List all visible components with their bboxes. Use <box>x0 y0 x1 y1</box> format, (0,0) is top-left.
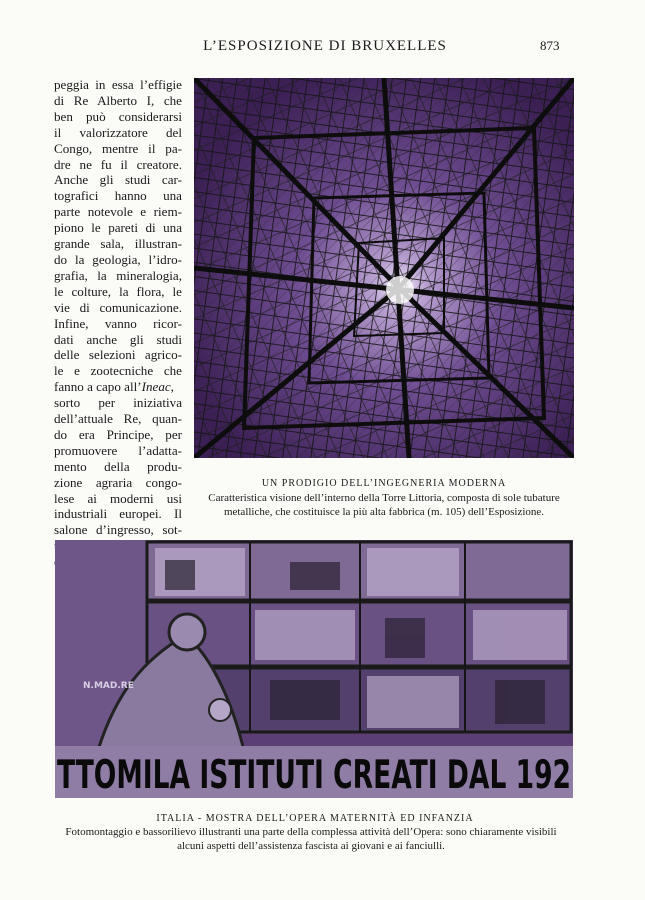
text-line: il valorizzatore del <box>54 124 182 140</box>
small-panel-label: N.MAD.RE <box>83 681 134 691</box>
text-line: grafia, la mineralogia, <box>54 267 182 283</box>
text-line: sorto per iniziativa <box>54 395 182 411</box>
banner-text: TTOMILA ISTITUTI CREATI DAL 192 <box>57 753 571 798</box>
figure-top-caption-title: UN PRODIGIO DELL’INGEGNERIA MODERNA <box>261 478 507 489</box>
text-line: delle selezioni agrico- <box>54 347 182 363</box>
text-line: do era Principe, per <box>54 426 182 442</box>
text-line: ben può considerarsi <box>54 108 182 124</box>
text-line: zione agraria congo- <box>54 474 182 490</box>
tower-lattice-image <box>194 78 574 458</box>
exhibit-photo <box>55 540 573 798</box>
figure-top-caption-text: Caratteristica visione dell’interno della Torre Littoria, composta di sole tubature metalliche, che costituisce la più alta fabbrica (m. 105) dell’Esposizione. <box>208 492 560 518</box>
text-line: peggia in essa l’effigie <box>54 77 182 92</box>
text-line: Infine, vanno ricor- <box>54 315 182 331</box>
tower-photo <box>194 78 574 458</box>
text-line: vie di comunicazione. <box>54 299 182 315</box>
text-line: dell’attuale Re, quan- <box>54 411 182 427</box>
text-line-with-italic <box>54 379 182 395</box>
text-line: dati anche gli studi <box>54 331 182 347</box>
figure-bottom-caption-text: Fotomontaggio e bassorilievo illustranti una parte della complessa attività dell’Opera: sono chiaramente visibili alcuni aspetti dell’assistenza fascista ai giovani e ai fanciulli. <box>65 826 557 852</box>
text-line: grande sala, illustran- <box>54 236 182 252</box>
text-line: industriali europei. Il <box>54 506 182 522</box>
text-line: mento della produ- <box>54 458 182 474</box>
text-line: parte notevole e riem- <box>54 204 182 220</box>
page-number: 873 <box>540 38 560 53</box>
text-line: le colture, la flora, le <box>54 283 182 299</box>
ineac-italic: Ineac, <box>141 379 174 395</box>
text-line: Congo, mentre il pa- <box>54 140 182 156</box>
text-line: dre ne fu il creatore. <box>54 156 182 172</box>
running-head: L’ESPOSIZIONE DI BRUXELLES <box>203 38 447 54</box>
text-line: di Re Alberto I, che <box>54 92 182 108</box>
text-line: do la geologia, l’idro- <box>54 251 182 267</box>
text-line: le e zootecniche che <box>54 363 182 379</box>
photomontage-image <box>55 540 573 798</box>
text-line: promuovere l’adatta- <box>54 442 182 458</box>
text-line: lese ai moderni usi <box>54 490 182 506</box>
text-fragment: fanno a capo all’ <box>54 379 142 395</box>
text-line: Anche gli studi car- <box>54 172 182 188</box>
text-line: salone d’ingresso, sot- <box>54 522 182 538</box>
body-column <box>54 77 182 570</box>
text-line: piono le pareti di una <box>54 220 182 236</box>
text-line: tografici hanno una <box>54 188 182 204</box>
figure-bottom-caption-title: ITALIA - MOSTRA DELL’OPERA MATERNITÀ ED INFANZIA <box>156 813 474 824</box>
